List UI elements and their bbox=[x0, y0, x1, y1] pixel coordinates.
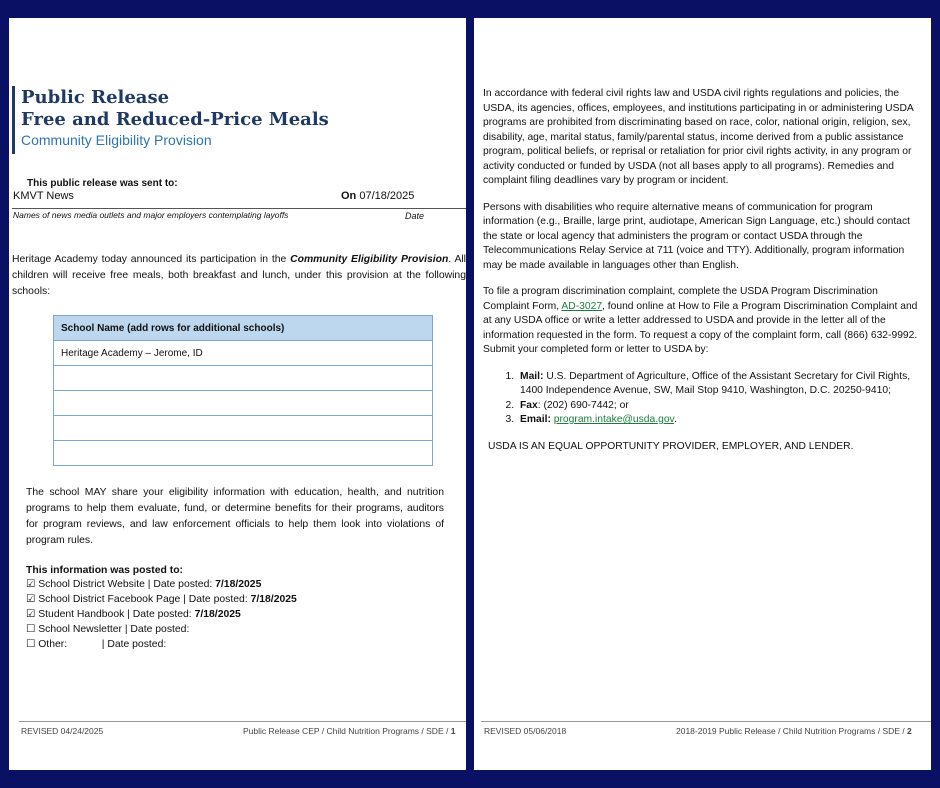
posted-item bbox=[26, 637, 297, 652]
school-row bbox=[54, 366, 433, 391]
posted-item-label: School Newsletter | Date posted: bbox=[38, 624, 190, 635]
subtitle: Community Eligibility Provision bbox=[21, 132, 212, 148]
document-page-2 bbox=[474, 18, 931, 770]
posted-item bbox=[26, 577, 297, 592]
email-item bbox=[517, 413, 925, 428]
posted-item-date: 7/18/2025 bbox=[194, 609, 241, 620]
equal-opportunity-statement: USDA IS AN EQUAL OPPORTUNITY PROVIDER, EMPLOYER, AND LENDER. bbox=[488, 440, 854, 452]
checkbox-empty-icon: ☐ bbox=[26, 639, 36, 650]
intro-paragraph bbox=[12, 252, 466, 300]
intro-bold-cep: Community Eligibility Provision bbox=[290, 254, 449, 265]
school-row bbox=[54, 416, 433, 441]
checkbox-checked-icon: ☑ bbox=[26, 579, 36, 590]
footer-rule bbox=[481, 721, 931, 722]
page-number: 2 bbox=[907, 726, 912, 736]
school-row: Heritage Academy – Jerome, ID bbox=[54, 341, 433, 366]
mail-item bbox=[517, 370, 925, 399]
submission-methods-list bbox=[483, 370, 925, 428]
checkbox-empty-icon: ☐ bbox=[26, 624, 36, 635]
title-accent-bar bbox=[12, 86, 15, 154]
sent-date bbox=[341, 190, 414, 202]
ad-3027-link[interactable]: AD-3027 bbox=[561, 300, 603, 312]
footer-title-text: Public Release CEP / Child Nutrition Programs / SDE / bbox=[243, 726, 449, 736]
checkbox-checked-icon: ☑ bbox=[26, 594, 36, 605]
footer-revised: REVISED 04/24/2025 bbox=[21, 726, 104, 736]
document-page-1 bbox=[9, 18, 466, 770]
posted-item-label: Student Handbook | Date posted: bbox=[38, 609, 195, 620]
sent-to-label: This public release was sent to: bbox=[27, 178, 178, 189]
posted-item-label: School District Website | Date posted: bbox=[38, 579, 216, 590]
fax-item bbox=[517, 399, 925, 414]
posted-item bbox=[26, 622, 297, 637]
title-line-2: Free and Reduced-Price Meals bbox=[21, 109, 329, 130]
posted-item bbox=[26, 607, 297, 622]
footer-revised: REVISED 05/06/2018 bbox=[484, 726, 567, 736]
posted-item-label: Other: | Date posted: bbox=[38, 639, 167, 650]
posted-list bbox=[26, 577, 297, 652]
fax-text: : (202) 690-7442; or bbox=[537, 399, 629, 411]
names-caption: Names of news media outlets and major employers contemplating layoffs bbox=[13, 210, 289, 220]
posted-item-date: 7/18/2025 bbox=[215, 579, 262, 590]
footer-title bbox=[243, 726, 455, 736]
school-row bbox=[54, 441, 433, 466]
posted-item bbox=[26, 592, 297, 607]
usda-statement bbox=[483, 87, 925, 466]
complaint-paragraph bbox=[483, 285, 925, 358]
civil-rights-paragraph: In accordance with federal civil rights law and USDA civil rights regulations and policies, the USDA, its agencies, offices, employees, and institutions participating in or administering USDA programs are prohibited from discriminating based on race, color, national origin, religion, sex, disability, age, marital status, family/parental status, income derived from a public assistance program, political beliefs, or reprisal or retaliation for prior civil rights activity, in any program or activity conducted or funded by USDA (not all bases apply to all programs). Remedies and complaint filing deadlines vary by program or incident. bbox=[483, 88, 914, 186]
posted-item-date: 7/18/2025 bbox=[250, 594, 297, 605]
sent-date-value: 07/18/2025 bbox=[359, 190, 415, 202]
checkbox-checked-icon: ☑ bbox=[26, 609, 36, 620]
mail-text: U.S. Department of Agriculture, Office of the Assistant Secretary for Civil Rights, 1400 Independence Avenue, SW, Mail Stop 9410, Washington, D.C. 20250-9410; bbox=[520, 370, 911, 396]
on-label: On bbox=[341, 190, 357, 202]
email-end: . bbox=[673, 414, 677, 425]
fax-label: Fax bbox=[520, 399, 538, 411]
email-label: Email: bbox=[520, 414, 551, 425]
intro-text-end: . All children will receive free meals, both breakfast and lunch, under this provision at the following schools: bbox=[12, 254, 466, 297]
email-link[interactable]: program.intake@usda.gov bbox=[553, 414, 674, 425]
schools-table-header: School Name (add rows for additional schools) bbox=[54, 316, 433, 341]
posted-heading: This information was posted to: bbox=[26, 565, 184, 576]
mail-label: Mail: bbox=[520, 370, 544, 382]
share-paragraph: The school MAY share your eligibility information with education, health, and nutrition programs to help them evaluate, fund, or determine benefits for their programs, auditors for program reviews, and law enforcement officials to help them look into violations of program rules. bbox=[26, 487, 444, 546]
title-line-1: Public Release bbox=[21, 87, 170, 108]
disabilities-paragraph: Persons with disabilities who require alternative means of communication for program information (e.g., Braille, large print, audiotape, American Sign Language, etc.) should contact the state or local agency that administers the program or contact USDA through the Telecommunications Relay Service at 711 (voice and TTY). Additionally, program information may be made available in languages other than English. bbox=[483, 201, 910, 271]
sent-to-rule bbox=[12, 208, 466, 209]
sent-to-value: KMVT News bbox=[13, 190, 74, 202]
posted-item-label: School District Facebook Page | Date posted: bbox=[38, 594, 251, 605]
date-caption: Date bbox=[405, 211, 425, 221]
complaint-text-start: To file a program discrimination complaint, complete the USDA Program Discrimination Complaint Form, bbox=[483, 286, 878, 312]
footer-title-text: 2018-2019 Public Release / Child Nutrition Programs / SDE / bbox=[676, 726, 905, 736]
intro-text-start: Heritage Academy today announced its participation in the bbox=[12, 254, 291, 265]
complaint-text-end: , found online at How to File a Program Discrimination Complaint and at any USDA office or write a letter addressed to USDA and provide in the letter all of the information requested in the form. To request a copy of the complaint form, call (866) 632-9992. Submit your completed form or letter to USDA by: bbox=[483, 300, 918, 355]
schools-table bbox=[53, 315, 433, 466]
footer-rule bbox=[19, 721, 466, 722]
page-number: 1 bbox=[450, 726, 456, 736]
footer-title bbox=[676, 726, 912, 736]
school-row bbox=[54, 391, 433, 416]
